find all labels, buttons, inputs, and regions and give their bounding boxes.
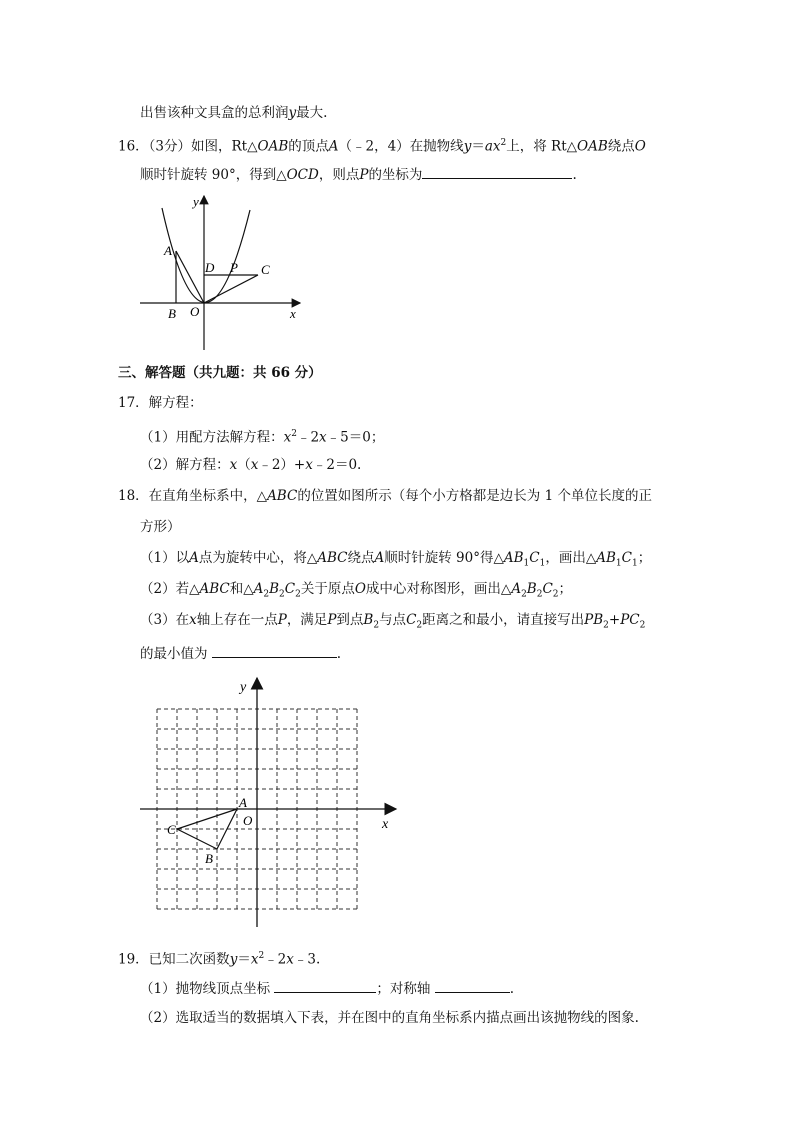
text-span: ；对称轴	[376, 981, 431, 997]
question-16-line2	[140, 164, 577, 184]
text-span: 的位置如图所示（每个小方格都是边长为 1 个单位长度的正	[297, 488, 652, 504]
text-span: ；	[558, 581, 573, 597]
text-span: ﹣3.	[293, 951, 321, 968]
subscript: 2	[552, 589, 559, 600]
text-span: （2）解方程：	[140, 457, 230, 473]
text-span: ﹣2	[296, 429, 320, 446]
var: x	[229, 457, 238, 473]
var: OAB	[257, 138, 289, 155]
text-span: 顺时针旋转 90°，得到△	[140, 167, 287, 183]
text-span: 点为旋转中心，将△	[198, 550, 318, 566]
text-span: .	[509, 981, 514, 997]
text-span: 的顶点	[288, 138, 329, 155]
question-18-line2: 方形）	[140, 519, 181, 535]
text-span: 顺时针旋转 90°得△	[384, 550, 504, 566]
var: P	[327, 612, 337, 628]
subscript: 2	[373, 620, 380, 631]
text-span: （3）在	[140, 612, 190, 628]
label-B: B	[205, 851, 213, 866]
var: A	[374, 550, 385, 566]
text-span: 16．（3分）如图，Rt△	[118, 138, 258, 155]
var: O	[354, 581, 366, 597]
label-D: D	[205, 260, 215, 275]
text-span: 成中心对称图形，画出△	[365, 581, 512, 597]
label-x: x	[290, 306, 296, 321]
figure-coordinate-grid	[140, 672, 410, 932]
label-A: A	[164, 243, 172, 258]
text-span: 到点	[336, 612, 364, 628]
label-C: C	[167, 822, 176, 837]
var: x	[283, 429, 292, 446]
text-span: 的最小值为	[140, 646, 208, 662]
var: OAB	[577, 138, 608, 155]
var: C	[406, 612, 417, 628]
text-span: 与点	[379, 612, 407, 628]
text-span: 19．已知二次函数	[118, 951, 230, 968]
text-span: （1）以	[140, 550, 190, 566]
var: ABC	[199, 581, 230, 597]
var: B	[363, 612, 374, 628]
subscript: 2	[536, 589, 543, 600]
text-span: 上，将 Rt△	[506, 138, 577, 155]
var: x	[319, 429, 327, 446]
var: P	[359, 167, 369, 183]
text-span: ﹣2＝0.	[312, 457, 362, 473]
superscript: 2	[291, 429, 297, 439]
figure-parabola	[130, 188, 310, 353]
var: A	[253, 581, 264, 597]
answer-blank-axis[interactable]	[435, 978, 510, 993]
var: P	[277, 612, 287, 628]
segment-OC	[204, 275, 258, 303]
subscript: 2	[263, 589, 270, 600]
text-line	[140, 104, 327, 122]
answer-blank-vertex[interactable]	[274, 978, 376, 993]
question-17-2	[140, 456, 361, 474]
var: C	[284, 581, 296, 597]
question-19-1	[140, 978, 514, 998]
text-span: ﹣2	[264, 951, 287, 968]
var: AB	[596, 550, 616, 566]
text-span: 出售该种文具盒的总利润	[140, 105, 289, 121]
var: x	[250, 457, 259, 473]
text-span: .	[336, 646, 342, 662]
text-span: ，满足	[286, 612, 328, 628]
subscript: 2	[295, 589, 301, 600]
var: B	[526, 581, 537, 597]
text-span: 绕点	[607, 138, 635, 155]
text-span: ；	[637, 550, 652, 566]
var: y	[229, 951, 238, 968]
var: ax	[484, 138, 501, 155]
subscript: 2	[521, 589, 527, 600]
subscript: 2	[416, 620, 423, 631]
label-y: y	[193, 194, 199, 209]
text-span: 距离之和最小，请直接写出	[422, 612, 585, 628]
text-span: （﹣2，4）在抛物线	[338, 138, 464, 155]
text-span: （1）抛物线顶点坐标	[140, 981, 271, 997]
question-19	[118, 947, 320, 969]
subscript: 1	[615, 558, 622, 569]
text-span: ，则点	[318, 167, 360, 183]
text-span: 绕点	[347, 550, 375, 566]
var: x	[189, 612, 197, 628]
var: A	[328, 138, 339, 155]
text-span: （1）用配方法解方程：	[140, 429, 284, 446]
section-heading: 三、解答题（共九题：共 66 分）	[118, 365, 322, 381]
var: x	[305, 457, 313, 473]
text-span: 最大.	[296, 105, 328, 121]
text-span: 和△	[229, 581, 254, 597]
subscript: 2	[603, 620, 609, 631]
question-18-line4	[140, 643, 341, 663]
subscript: 1	[523, 558, 530, 569]
var: ABC	[317, 550, 348, 566]
subscript: 2	[279, 589, 285, 600]
text-span: ＝	[237, 951, 251, 968]
var: C	[621, 550, 632, 566]
question-17: 17．解方程：	[118, 395, 203, 411]
var: B	[269, 581, 280, 597]
subscript: 2	[639, 620, 646, 631]
label-P: P	[230, 260, 238, 275]
var: PB	[584, 612, 604, 628]
label-y: y	[240, 680, 247, 695]
var: PC	[620, 612, 640, 628]
label-O: O	[243, 813, 253, 828]
label-A: A	[239, 795, 247, 810]
var: x	[250, 951, 259, 968]
label-C: C	[261, 262, 270, 277]
text-span: 关于原点	[300, 581, 355, 597]
text-span: ﹣5＝0；	[326, 429, 385, 446]
question-19-2: （2）选取适当的数据填入下表，并在图中的直角坐标系内描点画出该抛物线的图象.	[140, 1010, 639, 1026]
superscript: 2	[258, 951, 265, 961]
question-17-1	[140, 425, 384, 447]
label-B: B	[168, 306, 176, 321]
text-span: （	[237, 457, 251, 473]
var: x	[286, 951, 294, 968]
question-18	[118, 487, 652, 505]
label-x: x	[382, 817, 389, 832]
subscript: 1	[539, 558, 546, 569]
label-O: O	[190, 304, 200, 319]
var-y: y	[288, 105, 297, 121]
text-span: .	[572, 167, 577, 183]
var: y	[463, 138, 472, 155]
var: OCD	[286, 167, 319, 183]
text-span: ＝	[471, 138, 485, 155]
question-18-1	[140, 549, 651, 573]
text-span: +	[608, 612, 621, 628]
answer-blank[interactable]	[212, 643, 337, 658]
answer-blank[interactable]	[422, 164, 572, 179]
text-span: ，画出△	[545, 550, 597, 566]
text-span: ﹣2）+	[258, 457, 306, 473]
var: AB	[503, 550, 524, 566]
question-18-2	[140, 580, 572, 604]
var: O	[634, 138, 646, 155]
var: A	[189, 550, 199, 566]
question-18-3	[140, 611, 645, 635]
var: A	[511, 581, 522, 597]
var: ABC	[267, 488, 298, 504]
text-span: （2）若△	[140, 581, 200, 597]
parabola-curve	[162, 208, 250, 303]
superscript: 2	[500, 138, 507, 148]
subscript: 1	[631, 558, 638, 569]
text-span: 18．在直角坐标系中，△	[118, 488, 268, 504]
segment-AO	[176, 251, 204, 303]
var: C	[542, 581, 553, 597]
text-span: 的坐标为	[368, 167, 423, 183]
var: C	[529, 550, 540, 566]
question-16	[118, 134, 646, 156]
text-span: 轴上存在一点	[196, 612, 278, 628]
